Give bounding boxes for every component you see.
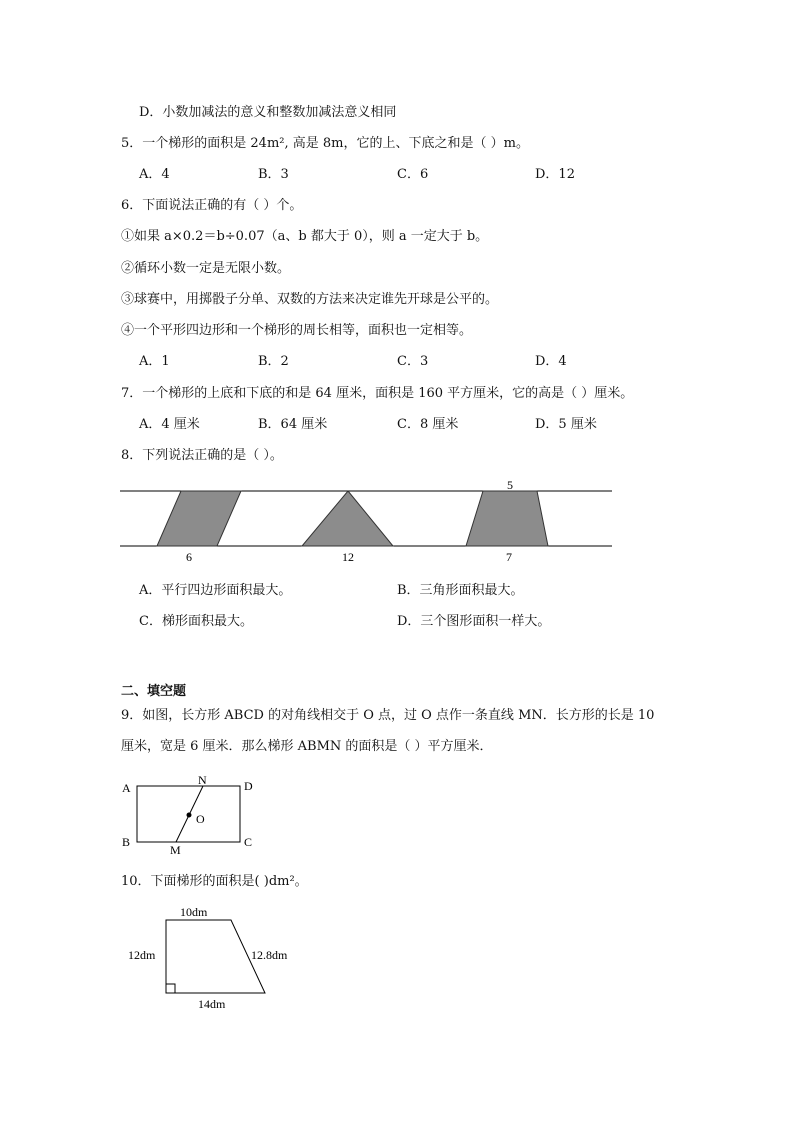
q5-option-c: C．6 bbox=[397, 167, 429, 182]
q8-option-a: A．平行四边形面积最大。 bbox=[139, 583, 292, 598]
q10-right-angle-mark bbox=[166, 984, 175, 993]
q4-option-d: D．小数加减法的意义和整数加减法意义相同 bbox=[139, 105, 397, 120]
q6-statement-3: ③球赛中，用掷骰子分单、双数的方法来决定谁先开球是公平的。 bbox=[121, 292, 499, 307]
q10-label-left: 12dm bbox=[128, 948, 156, 962]
q9-point-o bbox=[187, 813, 192, 818]
q7-option-c: C．8 厘米 bbox=[397, 417, 459, 432]
q9-line-2: 厘米，宽是 6 厘米．那么梯形 ABMN 的面积是（ ）平方厘米． bbox=[121, 739, 493, 754]
q8-option-b: B．三角形面积最大。 bbox=[397, 583, 524, 598]
q9-label-d: D bbox=[244, 779, 253, 793]
q10-label-right: 12.8dm bbox=[251, 948, 288, 962]
q6-statement-1: ①如果 a×0.2＝b÷0.07（a、b 都大于 0），则 a 一定大于 b。 bbox=[121, 229, 489, 244]
q9-label-m: M bbox=[170, 843, 181, 857]
q7-option-d: D．5 厘米 bbox=[535, 417, 597, 432]
q9-figure bbox=[110, 770, 270, 860]
q9-line-1: 9．如图，长方形 ABCD 的对角线相交于 O 点，过 O 点作一条直线 MN．长方形的长是 10 bbox=[121, 708, 655, 723]
q9-label-a: A bbox=[122, 781, 131, 795]
q8-option-c: C．梯形面积最大。 bbox=[139, 614, 253, 629]
q8-label-12: 12 bbox=[342, 550, 354, 564]
section-title-fill-blank: 二、填空题 bbox=[121, 684, 187, 699]
q6-stem: 6．下面说法正确的有（ ）个。 bbox=[121, 198, 303, 213]
q9-label-n: N bbox=[198, 773, 207, 787]
q10-figure bbox=[120, 898, 320, 1018]
q8-trapezoid bbox=[466, 491, 548, 546]
q10-label-bottom: 14dm bbox=[198, 997, 226, 1011]
q8-label-7: 7 bbox=[506, 550, 512, 564]
q5-option-b: B．3 bbox=[258, 167, 289, 182]
q6-option-a: A．1 bbox=[139, 354, 170, 369]
q9-label-c: C bbox=[244, 835, 253, 849]
q7-stem: 7．一个梯形的上底和下底的和是 64 厘米，面积是 160 平方厘米，它的高是（ ）厘米。 bbox=[121, 386, 634, 401]
q9-label-b: B bbox=[122, 835, 131, 849]
q6-option-c: C．3 bbox=[397, 354, 429, 369]
q5-stem: 5．一个梯形的面积是 24m², 高是 8m，它的上、下底之和是（ ）m。 bbox=[121, 136, 529, 151]
q6-statement-4: ④一个平形四边形和一个梯形的周长相等，面积也一定相等。 bbox=[121, 323, 473, 338]
q6-option-b: B．2 bbox=[258, 354, 289, 369]
q10-stem: 10．下面梯形的面积是( )dm²。 bbox=[121, 874, 308, 889]
q8-stem: 8．下列说法正确的是（ ）。 bbox=[121, 448, 283, 463]
q10-label-top: 10dm bbox=[180, 905, 208, 919]
q8-label-5: 5 bbox=[507, 478, 513, 492]
q8-parallelogram bbox=[157, 491, 241, 546]
q6-option-d: D．4 bbox=[535, 354, 567, 369]
q6-statement-2: ②循环小数一定是无限小数。 bbox=[121, 261, 291, 276]
q5-option-a: A．4 bbox=[139, 167, 170, 182]
q8-triangle bbox=[302, 491, 393, 546]
q8-option-d: D．三个图形面积一样大。 bbox=[397, 614, 551, 629]
q7-option-b: B．64 厘米 bbox=[258, 417, 328, 432]
q9-label-o: O bbox=[196, 812, 205, 826]
q7-option-a: A．4 厘米 bbox=[139, 417, 200, 432]
q5-option-d: D．12 bbox=[535, 167, 575, 182]
q8-label-6: 6 bbox=[186, 550, 192, 564]
